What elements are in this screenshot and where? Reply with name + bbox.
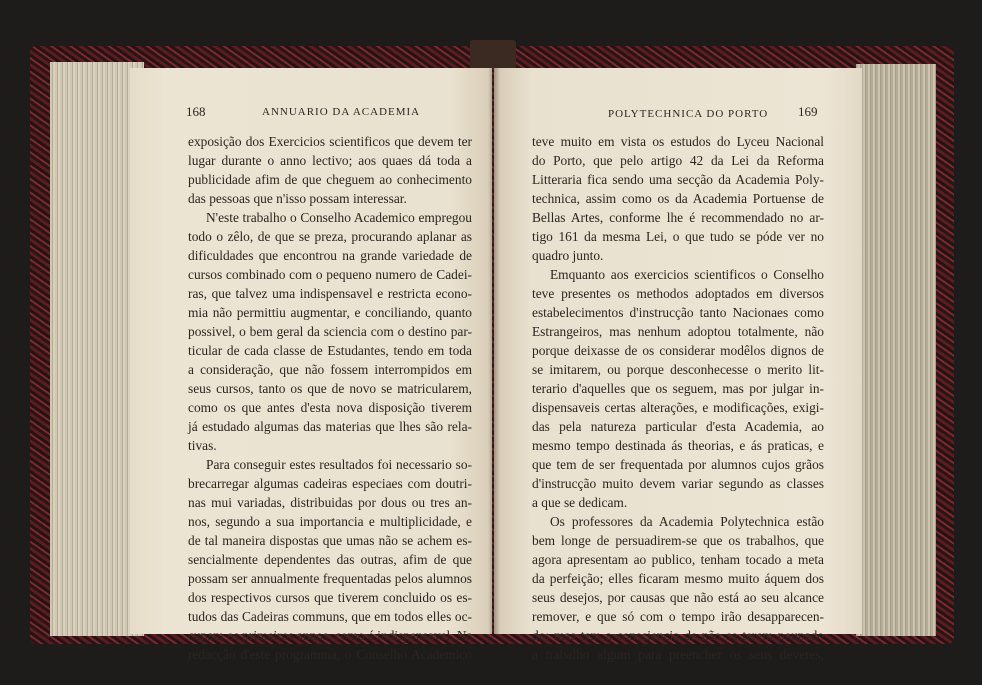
left-page-body <box>188 132 472 664</box>
text-line: a trabalho algum para preencher os seus deveres, <box>532 647 824 662</box>
text-line: possivel, o bem geral da sciencia com o destino par- <box>188 324 472 339</box>
text-line: estabelecimentos d'instrucção tanto Nacionaes como <box>532 305 824 320</box>
text-line: seus cursos, tanto os que de novo se matricularem, <box>188 381 472 396</box>
right-page-body <box>532 132 824 664</box>
text-line: mia não permittiu augmentar, e conciliando, quanto <box>188 305 472 320</box>
text-line: teve muito em vista os estudos do Lyceu Nacional <box>532 134 824 149</box>
text-line: N'este trabalho o Conselho Academico empregou <box>206 210 472 225</box>
text-line: dispensaveis certas alterações, e modificações, exigi- <box>532 400 824 415</box>
text-line: nas mui variadas, distribuidas por dous ou tres an- <box>188 495 472 510</box>
text-line: ticular de cada classe de Estudantes, tendo em toda <box>188 343 472 358</box>
text-line: redacção d'este programma, o Conselho Academico <box>188 647 472 662</box>
text-line: como os que antes d'esta nova disposição tiverem <box>188 400 472 415</box>
running-head-right: POLYTECHNICA DO PORTO <box>608 108 769 120</box>
text-line: Estrangeiros, mas nenhum adoptou totalmente, não <box>532 324 824 339</box>
text-line: das pela natureza particular d'esta Academia, ao <box>532 419 824 434</box>
text-line: tivas. <box>188 438 217 453</box>
text-line: de tal maneira dispostas que umas não se achem es- <box>188 533 472 548</box>
text-line: mesmo tempo destinada ás theorias, e ás praticas, e <box>532 438 824 453</box>
text-line: nos, segundo a sua importancia e multiplicidade, e <box>188 514 472 529</box>
gutter-shadow <box>488 68 500 634</box>
page-number-right: 169 <box>798 104 818 119</box>
text-line: cursos combinado com o pequeno numero de Cadei- <box>188 267 472 282</box>
text-line: technica, assim como os da Academia Portuense de <box>532 191 824 206</box>
text-line: publicidade afim de que cheguem ao conhecimento <box>188 172 472 187</box>
text-line: dificuldades que encontrou na grande variedade de <box>188 248 472 263</box>
text-line: se imitarem, ou porque desconhecesse o merito lit- <box>532 362 824 377</box>
text-line: que tem de ser frequentada por alumnos cujos grãos <box>532 457 824 472</box>
text-line: Os professores da Academia Polytechnica estão <box>550 514 824 529</box>
text-line: remover, e que só com o tempo irão desapparecen- <box>532 609 824 624</box>
text-line: da perfeição; elles ficaram mesmo muito áquem dos <box>532 571 824 586</box>
text-line: ras, que talvez uma indispensavel e restricta econo- <box>188 286 472 301</box>
text-line: brecarregar algumas cadeiras especiaes com doutri- <box>188 476 472 491</box>
text-line: terario d'aquelles que os seguem, mas por julgar in- <box>532 381 824 396</box>
text-line: porque deixasse de os considerar modêlos dignos de <box>532 343 824 358</box>
text-line: do Porto, que pelo artigo 42 da Lei da Reforma <box>532 153 824 168</box>
text-line: Emquanto aos exercicios scientificos o Conselho <box>550 267 824 282</box>
text-line: tudos das Cadeiras communs, que em todos elles oc- <box>188 609 472 624</box>
left-page <box>130 68 492 662</box>
text-line: seus desejos, por causas que não está ao seu alcance <box>532 590 824 605</box>
book-spine <box>470 40 516 70</box>
text-line: Bellas Artes, conforme lhe é recommendado no ar- <box>532 210 824 225</box>
right-page <box>494 68 862 662</box>
text-line: agora apresentam ao publico, tenham tocado a meta <box>532 552 824 567</box>
text-line: teve presentes os methodos adoptados em diversos <box>532 286 824 301</box>
text-line: já estudado algumas das materias que lhes são rela- <box>188 419 472 434</box>
text-line: cupam os primeiros annos, como é indispensavel. Na <box>188 628 473 643</box>
text-line: possam ser annualmente frequentadas pelos alumnos <box>188 571 472 586</box>
text-line: a que se dedicam. <box>532 495 628 510</box>
text-line: quadro junto. <box>532 248 604 263</box>
running-head-left: ANNUARIO DA ACADEMIA <box>262 106 421 118</box>
page-edges-right <box>856 64 936 636</box>
text-line: bem longe de persuadirem-se que os trabalhos, que <box>532 533 824 548</box>
text-line: a consideração, que não fossem interrompidos em <box>188 362 472 377</box>
text-line: sencialmente dependentes das outras, afim de que <box>188 552 472 567</box>
text-line: d'instrucção muito devem variar segundo as classes <box>532 476 824 491</box>
text-line: das pessoas que n'isso possam interessar. <box>188 191 407 206</box>
page-number-left: 168 <box>186 104 206 119</box>
text-line: lugar durante o anno lectivo; aos quaes dá toda a <box>188 153 472 168</box>
text-line: do; mas tem a consciencia de não se terem poupado <box>532 628 824 643</box>
text-line: Litteraria fica sendo uma secção da Academia Poly- <box>532 172 824 187</box>
text-line: Para conseguir estes resultados foi necessario so- <box>206 457 472 472</box>
text-line: exposição dos Exercicios scientificos que devem ter <box>188 134 472 149</box>
text-line: dos respectivos cursos que tiverem concluido os es- <box>188 590 472 605</box>
text-line: tigo 161 da mesma Lei, o que tudo se póde ver no <box>532 229 824 244</box>
text-line: todo o zêlo, de que se preza, procurando aplanar as <box>188 229 472 244</box>
